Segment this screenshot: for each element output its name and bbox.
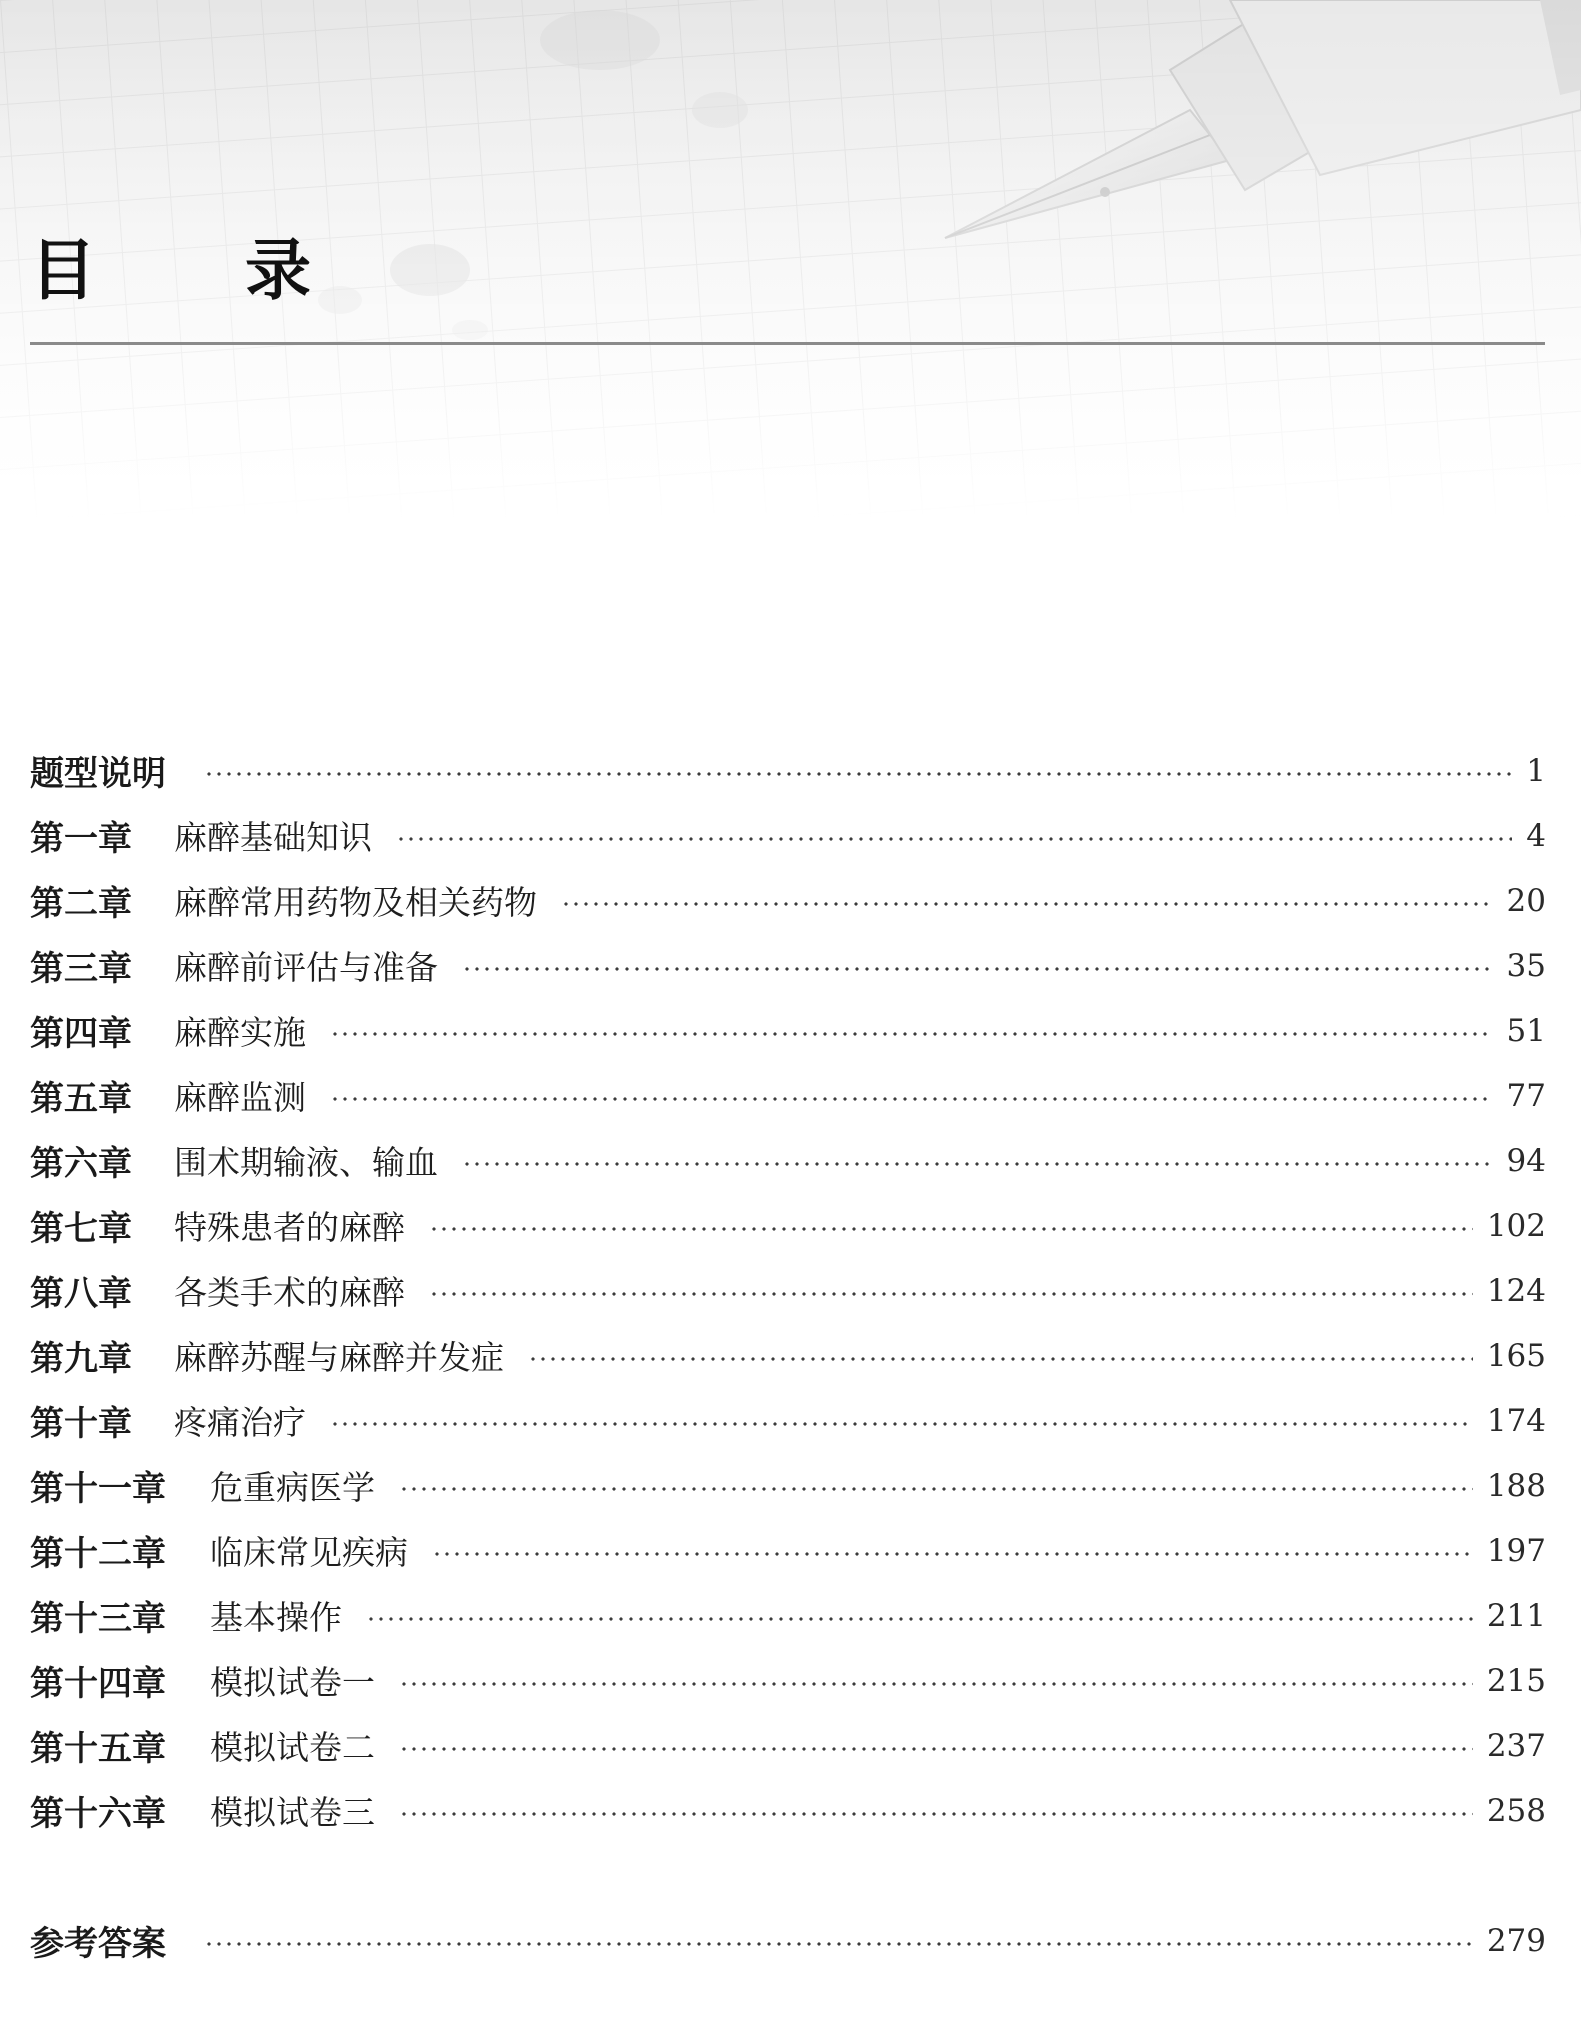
dotted-leader xyxy=(561,902,1493,906)
toc-row-answers[interactable] xyxy=(30,1908,1546,1973)
toc-row-intro[interactable] xyxy=(30,738,1546,803)
toc-entry-title: 模拟试卷二 xyxy=(210,1728,375,1767)
toc-page-number: 165 xyxy=(1486,1337,1546,1374)
toc-page-number: 215 xyxy=(1486,1662,1546,1699)
toc-page-number: 4 xyxy=(1526,817,1546,854)
toc-page-number: 258 xyxy=(1486,1792,1546,1829)
page-title-part-2: 录 xyxy=(245,232,311,309)
toc-page-number: 237 xyxy=(1486,1727,1546,1764)
toc-entry-title: 特殊患者的麻醉 xyxy=(174,1208,405,1247)
toc-row-chapter-6[interactable] xyxy=(30,1128,1546,1193)
toc-chapter-label: 第一章 xyxy=(30,819,132,859)
toc-row-chapter-4[interactable] xyxy=(30,998,1546,1063)
toc-page-number: 174 xyxy=(1486,1402,1546,1439)
toc-entry-title: 麻醉苏醒与麻醉并发症 xyxy=(174,1338,504,1377)
toc-chapter-label: 第三章 xyxy=(30,949,132,989)
toc-row-chapter-10[interactable] xyxy=(30,1388,1546,1453)
toc-page-number: 197 xyxy=(1486,1532,1546,1569)
toc-page-number: 51 xyxy=(1506,1012,1546,1049)
toc-entry-title: 模拟试卷三 xyxy=(210,1793,375,1832)
toc-chapter-label: 第六章 xyxy=(30,1144,132,1184)
toc-row-chapter-2[interactable] xyxy=(30,868,1546,933)
toc-chapter-label: 第二章 xyxy=(30,884,132,924)
toc-chapter-label: 第十一章 xyxy=(30,1469,166,1509)
toc-chapter-label: 参考答案 xyxy=(30,1924,166,1964)
toc-chapter-label: 第十三章 xyxy=(30,1599,166,1639)
toc-page-number: 102 xyxy=(1486,1207,1546,1244)
page-title xyxy=(30,232,311,309)
toc-entry-title: 麻醉常用药物及相关药物 xyxy=(174,883,537,922)
dotted-leader xyxy=(462,967,1493,971)
toc-entry-title: 疼痛治疗 xyxy=(174,1403,306,1442)
dotted-leader xyxy=(399,1682,1473,1686)
toc-entry-title: 麻醉实施 xyxy=(174,1013,306,1052)
dotted-leader xyxy=(429,1292,1473,1296)
dotted-leader xyxy=(399,1487,1473,1491)
toc-chapter-label: 第十章 xyxy=(30,1404,132,1444)
toc-chapter-label: 第五章 xyxy=(30,1079,132,1119)
dotted-leader xyxy=(432,1552,1473,1556)
toc-row-chapter-9[interactable] xyxy=(30,1323,1546,1388)
toc-chapter-label: 第八章 xyxy=(30,1274,132,1314)
toc-row-chapter-8[interactable] xyxy=(30,1258,1546,1323)
dotted-leader xyxy=(204,1942,1473,1946)
toc-chapter-label: 第七章 xyxy=(30,1209,132,1249)
toc-page-number: 124 xyxy=(1486,1272,1546,1309)
dotted-leader xyxy=(204,772,1512,776)
dotted-leader xyxy=(330,1097,1493,1101)
toc-entry-title: 临床常见疾病 xyxy=(210,1533,408,1572)
toc-chapter-label: 第十四章 xyxy=(30,1664,166,1704)
toc-page-number: 35 xyxy=(1506,947,1546,984)
toc-row-chapter-7[interactable] xyxy=(30,1193,1546,1258)
toc-row-chapter-5[interactable] xyxy=(30,1063,1546,1128)
dotted-leader xyxy=(429,1227,1473,1231)
toc-row-chapter-13[interactable] xyxy=(30,1583,1546,1648)
toc-row-chapter-12[interactable] xyxy=(30,1518,1546,1583)
toc-row-chapter-3[interactable] xyxy=(30,933,1546,998)
toc-row-chapter-11[interactable] xyxy=(30,1453,1546,1518)
toc-chapter-label: 第十六章 xyxy=(30,1794,166,1834)
toc-chapter-label: 题型说明 xyxy=(30,754,166,794)
toc-chapter-label: 第十五章 xyxy=(30,1729,166,1769)
toc-row-chapter-15[interactable] xyxy=(30,1713,1546,1778)
toc-entry-title: 围术期输液、输血 xyxy=(174,1143,438,1182)
page-title-part-1: 目 xyxy=(30,232,96,309)
toc-page-number: 94 xyxy=(1506,1142,1546,1179)
dotted-leader xyxy=(366,1617,1473,1621)
toc-page-number: 211 xyxy=(1486,1597,1546,1634)
dotted-leader xyxy=(330,1422,1473,1426)
toc-entry-title: 麻醉前评估与准备 xyxy=(174,948,438,987)
dotted-leader xyxy=(462,1162,1493,1166)
dotted-leader xyxy=(528,1357,1473,1361)
toc-row-chapter-1[interactable] xyxy=(30,803,1546,868)
toc-entry-title: 模拟试卷一 xyxy=(210,1663,375,1702)
dotted-leader xyxy=(396,837,1512,841)
toc-entry-title: 各类手术的麻醉 xyxy=(174,1273,405,1312)
toc-entry-title: 基本操作 xyxy=(210,1598,342,1637)
toc-page-number: 1 xyxy=(1526,752,1546,789)
toc-chapter-label: 第十二章 xyxy=(30,1534,166,1574)
toc-entry-title: 麻醉监测 xyxy=(174,1078,306,1117)
toc-chapter-label: 第四章 xyxy=(30,1014,132,1054)
table-of-contents xyxy=(30,738,1546,1973)
toc-row-chapter-16[interactable] xyxy=(30,1778,1546,1843)
toc-chapter-label: 第九章 xyxy=(30,1339,132,1379)
toc-page-number: 77 xyxy=(1506,1077,1546,1114)
title-divider xyxy=(30,342,1545,345)
toc-page-number: 279 xyxy=(1486,1922,1546,1959)
toc-entry-title: 麻醉基础知识 xyxy=(174,818,372,857)
toc-row-chapter-14[interactable] xyxy=(30,1648,1546,1713)
dotted-leader xyxy=(330,1032,1493,1036)
toc-entry-title: 危重病医学 xyxy=(210,1468,375,1507)
toc-page-number: 188 xyxy=(1486,1467,1546,1504)
dotted-leader xyxy=(399,1812,1473,1816)
toc-page-number: 20 xyxy=(1506,882,1546,919)
dotted-leader xyxy=(399,1747,1473,1751)
